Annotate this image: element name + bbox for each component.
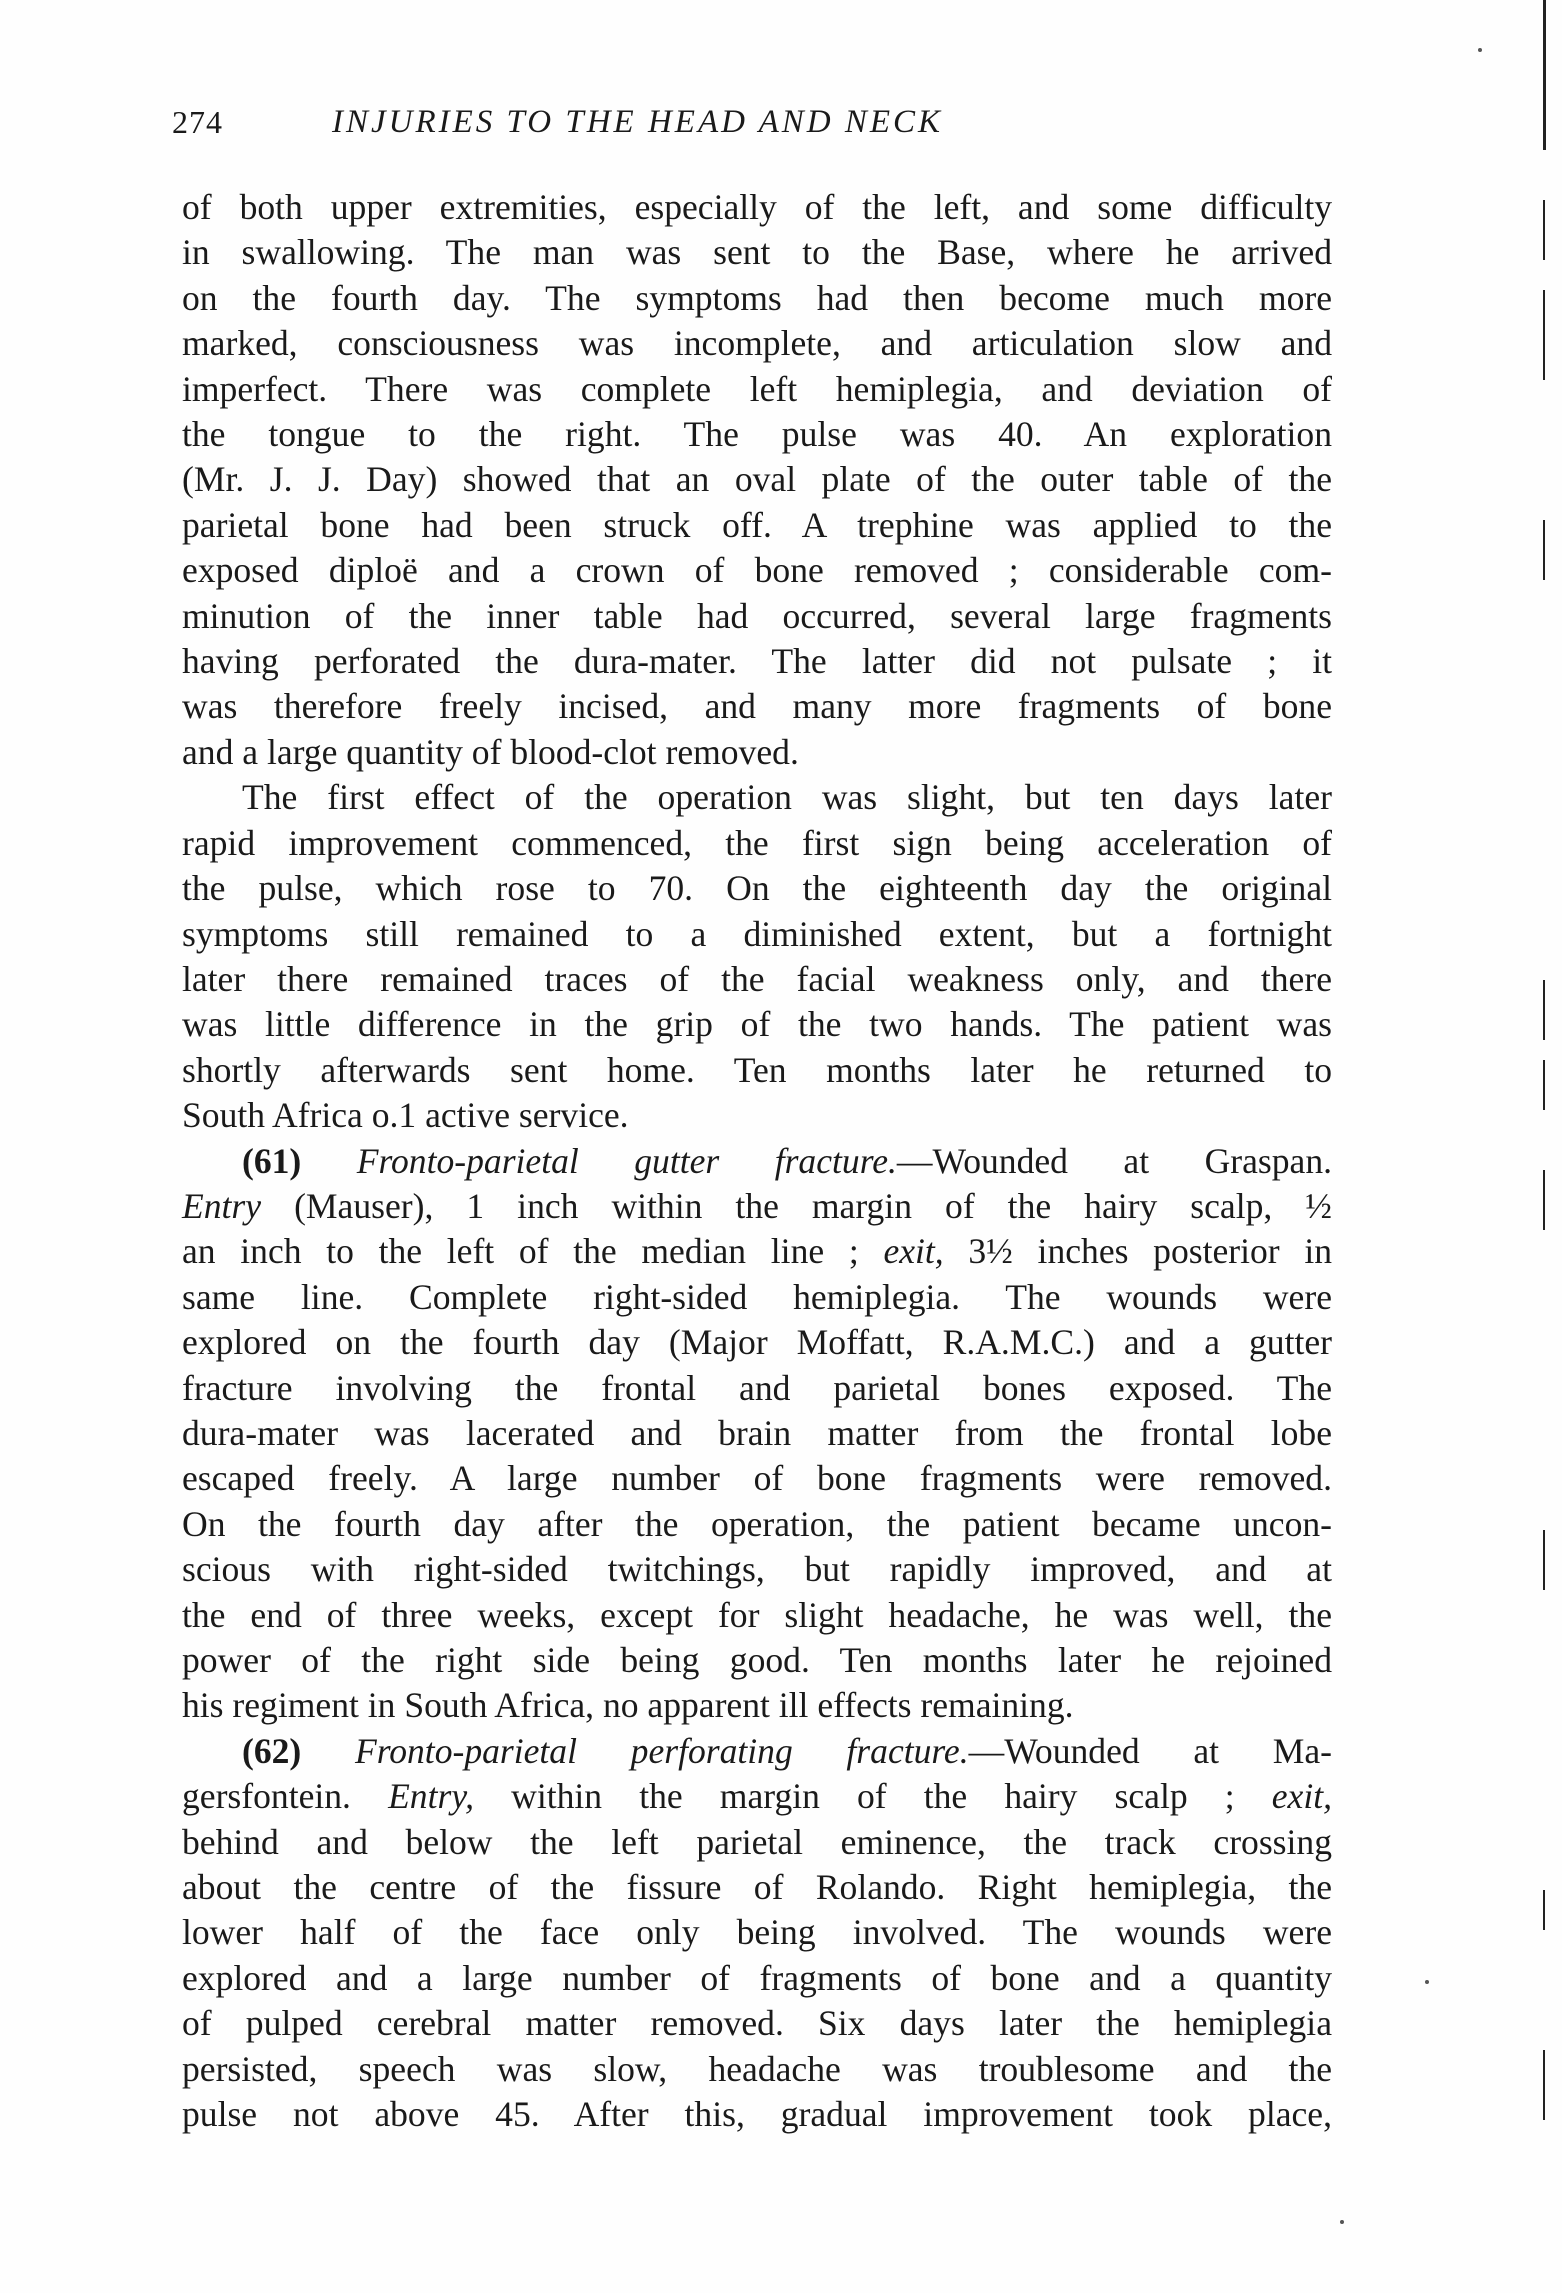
text-line: scious with right-sided twitchings, but rapidly improved, and at [182, 1549, 1332, 1590]
page-number: 274 [172, 104, 223, 140]
text-line: rapid improvement commenced, the first sign being acceleration of [182, 822, 1332, 863]
text-line [182, 1229, 1332, 1274]
scan-edge-mark [1543, 200, 1545, 260]
text-line: (Mr. J. J. Day) showed that an oval plate of the outer table of the [182, 459, 1332, 500]
paragraph-start: The first effect of the operation was slight, but ten days later [242, 777, 1332, 818]
text-line: was therefore freely incised, and many more fragments of bone [182, 686, 1332, 727]
text-line: dura-mater was lacerated and brain matter from the frontal lobe [182, 1412, 1332, 1453]
text-line: behind and below the left parietal eminence, the track crossing [182, 1821, 1332, 1862]
text-line [182, 1184, 1332, 1229]
scan-edge-mark [1543, 0, 1546, 150]
text-line: about the centre of the fissure of Rolando. Right hemiplegia, the [182, 1867, 1332, 1908]
scan-speck [1340, 2220, 1344, 2224]
body-text [182, 185, 1332, 2137]
text-line: later there remained traces of the facial weakness only, and there [182, 958, 1332, 999]
exit-label: exit, [883, 1231, 944, 1272]
text-line: was little difference in the grip of the two hands. The patient was [182, 1004, 1332, 1045]
scan-edge-mark [1543, 290, 1545, 380]
text-line: having perforated the dura-mater. The latter did not pulsate ; it [182, 641, 1332, 682]
page-header [172, 104, 1332, 154]
text-line: on the fourth day. The symptoms had then become much more [182, 277, 1332, 318]
scan-speck [1425, 1980, 1429, 1984]
case-61-heading-rest: —Wounded at Graspan. [896, 1140, 1333, 1181]
text-line: the tongue to the right. The pulse was 40. An exploration [182, 414, 1332, 455]
scan-edge-mark [1543, 1060, 1545, 1110]
entry-label: Entry [182, 1185, 262, 1226]
text-line: On the fourth day after the operation, the patient became uncon- [182, 1503, 1332, 1544]
case-61-title: Fronto-parietal gutter fracture. [356, 1140, 897, 1181]
text-line: symptoms still remained to a diminished extent, but a fortnight [182, 913, 1332, 954]
text-line: and a large quantity of blood-clot removed. [182, 731, 799, 772]
text-line: power of the right side being good. Ten months later he rejoined [182, 1640, 1332, 1680]
scan-edge-mark [1543, 520, 1545, 580]
text-line: marked, consciousness was incomplete, and articulation slow and [182, 323, 1332, 364]
text-line: parietal bone had been struck off. A trephine was applied to the [182, 504, 1332, 545]
case-61-heading-line [182, 1139, 1332, 1184]
text-line: pulse not above 45. After this, gradual improvement took place, [182, 2094, 1332, 2135]
text-line: persisted, speech was slow, headache was troublesome and the [182, 2048, 1332, 2089]
text-fragment: an inch to the left of the median line ; [182, 1231, 884, 1272]
text-line [182, 1774, 1332, 1819]
text-line: in swallowing. The man was sent to the Base, where he arrived [182, 232, 1332, 273]
case-62-heading-line [182, 1729, 1332, 1774]
entry-label: Entry, [388, 1776, 475, 1817]
text-line: of both upper extremities, especially of the left, and some difficulty [182, 187, 1332, 227]
scan-edge-mark [1543, 980, 1545, 1040]
text-line: the end of three weeks, except for slight headache, he was well, the [182, 1594, 1332, 1635]
text-line: of pulped cerebral matter removed. Six days later the hemiplegia [182, 2003, 1332, 2044]
case-62-heading-rest: —Wounded at Ma- [968, 1730, 1332, 1771]
text-line: explored on the fourth day (Major Moffatt, R.A.M.C.) and a gutter [182, 1322, 1332, 1363]
text-line: escaped freely. A large number of bone fragments were removed. [182, 1458, 1332, 1499]
running-head: INJURIES TO THE HEAD AND NECK [332, 104, 944, 140]
text-line: shortly afterwards sent home. Ten months later he returned to [182, 1049, 1332, 1090]
text-fragment: within the margin of the hairy scalp ; [474, 1776, 1272, 1817]
text-line: lower half of the face only being involved. The wounds were [182, 1912, 1332, 1953]
scan-edge-mark [1543, 1890, 1545, 1930]
text-line: imperfect. There was complete left hemiplegia, and deviation of [182, 368, 1332, 409]
case-61-number: (61) [242, 1140, 302, 1181]
text-fragment: gersfontein. [182, 1776, 389, 1817]
exit-label: exit, [1271, 1776, 1333, 1817]
case-62-title: Fronto-parietal perforating fracture. [354, 1730, 969, 1771]
text-fragment: (Mauser), 1 inch within the margin of the hairy scalp, ½ [261, 1185, 1332, 1226]
text-line: same line. Complete right-sided hemiplegia. The wounds were [182, 1276, 1332, 1317]
scan-edge-mark [1543, 1170, 1545, 1230]
scan-edge-mark [1543, 2050, 1545, 2120]
scan-edge-mark [1543, 1530, 1545, 1590]
text-line: fracture involving the frontal and parietal bones exposed. The [182, 1367, 1332, 1408]
text-line: his regiment in South Africa, no apparent ill effects remaining. [182, 1685, 1074, 1726]
text-line: the pulse, which rose to 70. On the eighteenth day the original [182, 868, 1332, 909]
text-line: South Africa o.1 active service. [182, 1095, 629, 1136]
text-line: exposed diploë and a crown of bone removed ; considerable com- [182, 550, 1332, 591]
text-fragment: 3½ inches posterior in [943, 1231, 1332, 1272]
scan-speck [1478, 48, 1482, 52]
text-line: explored and a large number of fragments of bone and a quantity [182, 1957, 1332, 1998]
case-62-number: (62) [242, 1730, 302, 1771]
text-line: minution of the inner table had occurred, several large fragments [182, 595, 1332, 636]
